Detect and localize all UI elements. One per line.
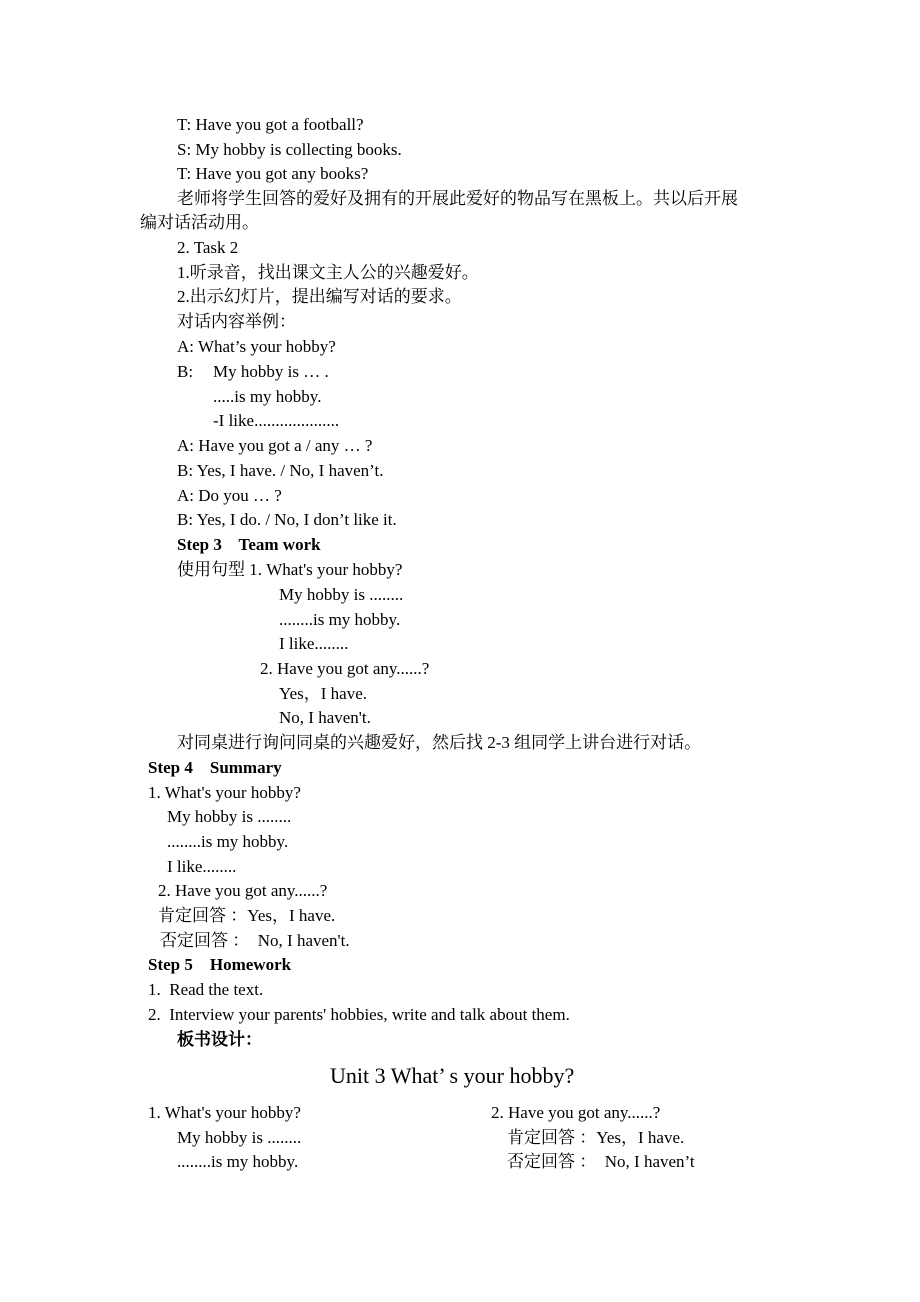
pattern-line: Yes，I have.	[279, 684, 367, 703]
homework-item: 2. Interview your parents' hobbies, write and talk about them.	[148, 1005, 570, 1024]
summary-line: My hobby is ........	[167, 807, 292, 826]
summary-line: ........is my hobby.	[167, 832, 289, 851]
dialog-line: My hobby is … .	[213, 362, 329, 381]
pattern-line: My hobby is ........	[279, 585, 404, 604]
dialog-line: S: My hobby is collecting books.	[177, 140, 402, 159]
board-line: 肯定回答 ：Yes，I have.	[507, 1128, 685, 1147]
section-heading: 2. Task 2	[177, 238, 239, 257]
list-item: 1.听录音，找出课文主人公的兴趣爱好。	[177, 263, 479, 282]
summary-line: 1. What's your hobby?	[148, 783, 301, 802]
summary-line: I like........	[167, 857, 237, 876]
dialog-line: A: Do you … ?	[177, 486, 282, 505]
dialog-line: -I like....................	[213, 411, 340, 430]
pattern-line: I like........	[279, 634, 349, 653]
list-item: 2.出示幻灯片，提出编写对话的要求。	[177, 287, 462, 306]
dialog-line: .....is my hobby.	[213, 387, 322, 406]
dialog-line: B: Yes, I do. / No, I don’t like it.	[177, 510, 397, 529]
dialog-line: B: Yes, I have. / No, I haven’t.	[177, 461, 384, 480]
board-title: Unit 3 What’ s your hobby?	[330, 1063, 575, 1088]
paragraph: 老师将学生回答的爱好及拥有的开展此爱好的物品写在黑板上。共以后开展	[177, 189, 738, 208]
board-line: ........is my hobby.	[177, 1152, 299, 1171]
dialog-line: A: Have you got a / any … ?	[177, 436, 373, 455]
summary-line: 否定回答 ： No, I haven't.	[160, 931, 350, 950]
summary-line: 肯定回答 ：Yes，I have.	[158, 906, 336, 925]
board-line: 1. What's your hobby?	[148, 1103, 301, 1122]
homework-item: 1. Read the text.	[148, 980, 264, 999]
pattern-line: 使用句型 1. What's your hobby?	[177, 560, 403, 579]
dialog-line: T: Have you got a football?	[177, 115, 364, 134]
paragraph: 对同桌进行询问同桌的兴趣爱好，然后找 2-3 组同学上讲台进行对话。	[177, 733, 702, 752]
pattern-line: ........is my hobby.	[279, 610, 401, 629]
summary-line: 2. Have you got any......?	[158, 881, 328, 900]
pattern-line: No, I haven't.	[279, 708, 371, 727]
board-design-label: 板书设计：	[177, 1030, 262, 1049]
dialog-speaker: B:	[177, 362, 194, 381]
paragraph: 编对话活动用。	[140, 213, 259, 232]
dialog-line: T: Have you got any books?	[177, 164, 369, 183]
label: 对话内容举例：	[177, 312, 296, 331]
pattern-line: 2. Have you got any......?	[260, 659, 430, 678]
board-line: 否定回答 ： No, I haven’t	[507, 1152, 695, 1171]
step-heading: Step 3 Team work	[177, 535, 321, 554]
board-line: 2. Have you got any......?	[491, 1103, 661, 1122]
step-heading: Step 4 Summary	[148, 758, 282, 777]
board-line: My hobby is ........	[177, 1128, 302, 1147]
dialog-line: A: What’s your hobby?	[177, 337, 336, 356]
step-heading: Step 5 Homework	[148, 955, 292, 974]
